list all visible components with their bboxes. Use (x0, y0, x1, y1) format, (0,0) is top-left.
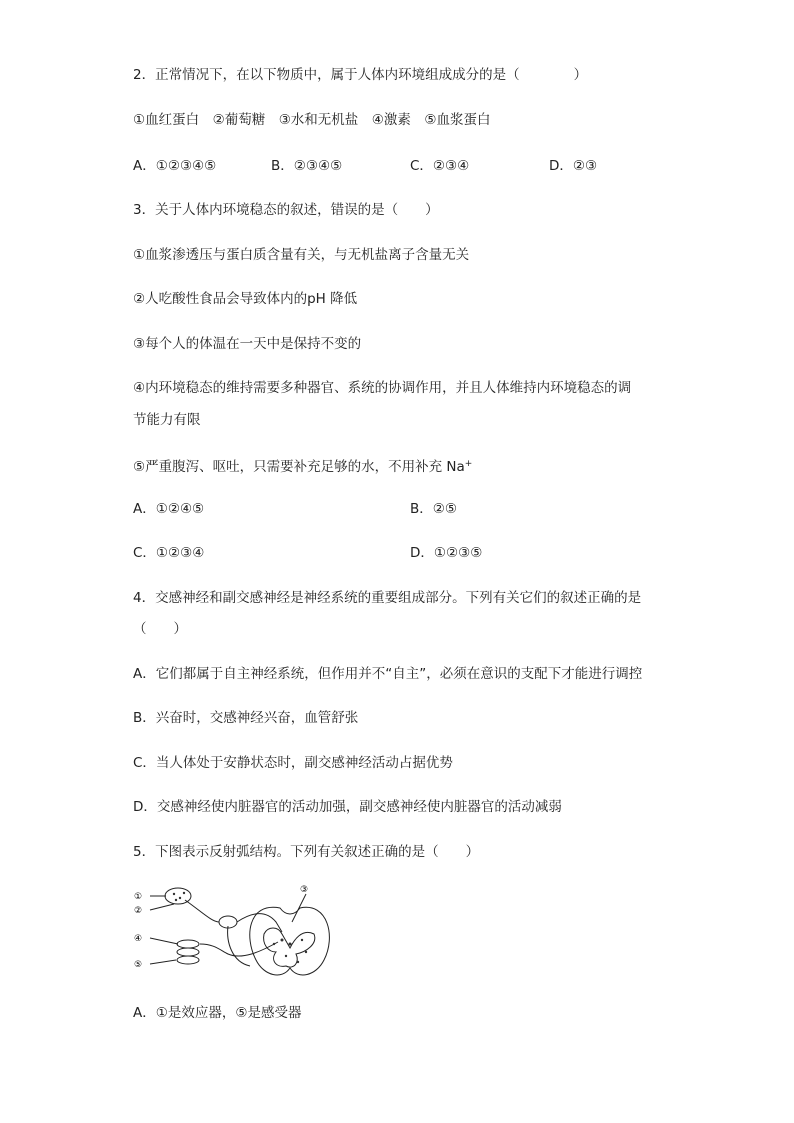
q4-stem-a: 4．交感神经和副交感神经是神经系统的重要组成部分。下列有关它们的叙述正确的是 (133, 590, 642, 606)
q3-option-a: A．①②④⑤ (133, 501, 205, 517)
spinal-cord-outline (250, 907, 330, 975)
q2-option-b: B．②③④⑤ (271, 158, 343, 174)
q4-stem-b: （ ） (133, 621, 187, 637)
label-3: ③ (300, 885, 309, 895)
q3-statement-5-superscript: + (464, 459, 473, 469)
q3-statement-4b: 节能力有限 (133, 412, 201, 428)
q3-statement-2: ②人吃酸性食品会导致体内的pH 降低 (133, 291, 358, 307)
q2-stem: 2．正常情况下，在以下物质中，属于人体内环境组成成分的是（ ） (133, 67, 588, 83)
q3-statement-5-text: ⑤严重腹泻、呕吐，只需要补充足够的水，不用补充 Na (133, 459, 465, 475)
afferent-fiber (185, 900, 219, 922)
q3-stem: 3．关于人体内环境稳态的叙述，错误的是（ ） (133, 202, 439, 218)
efferent-fiber-2 (228, 926, 250, 966)
leader-3 (292, 894, 306, 922)
q3-option-c: C．①②③④ (133, 545, 205, 561)
leader-4 (150, 938, 178, 944)
receptor (165, 888, 191, 904)
leader-5 (150, 960, 176, 964)
q3-option-d: D．①②③⑤ (410, 545, 483, 561)
q2-option-c: C．②③④ (410, 158, 470, 174)
q3-statement-4a: ④内环境稳态的维持需要多种器官、系统的协调作用，并且人体维持内环境稳态的调 (133, 380, 632, 396)
q4-option-d: D．交感神经使内脏器官的活动加强，副交感神经使内脏器官的活动减弱 (133, 799, 562, 815)
efferent-fiber (200, 942, 278, 956)
effector-muscle (177, 940, 199, 964)
label-4: ④ (134, 934, 143, 944)
q2-option-a: A．①②③④⑤ (133, 158, 217, 174)
label-5: ⑤ (134, 960, 143, 970)
q3-statement-5 (133, 455, 472, 476)
afferent-fiber-2 (237, 914, 282, 932)
q3-statement-1: ①血浆渗透压与蛋白质含量有关，与无机盐离子含量无关 (133, 247, 470, 263)
q5-option-a: A．①是效应器，⑤是感受器 (133, 1005, 302, 1021)
label-1: ① (134, 892, 143, 902)
q4-option-c: C．当人体处于安静状态时，副交感神经活动占据优势 (133, 755, 453, 771)
label-2: ② (134, 906, 143, 916)
gray-matter (264, 928, 315, 967)
q4-option-a: A．它们都属于自主神经系统，但作用并不“自主”，必须在意识的支配下才能进行调控 (133, 666, 643, 682)
leader-2 (150, 904, 174, 910)
reflex-arc-diagram (130, 882, 335, 982)
q3-option-b: B．②⑤ (410, 501, 457, 517)
q4-option-b: B．兴奋时，交感神经兴奋，血管舒张 (133, 710, 359, 726)
q2-option-d: D．②③ (549, 158, 598, 174)
q2-items: ①血红蛋白 ②葡萄糖 ③水和无机盐 ④激素 ⑤血浆蛋白 (133, 112, 491, 128)
q3-statement-3: ③每个人的体温在一天中是保持不变的 (133, 336, 362, 352)
q5-stem: 5．下图表示反射弧结构。下列有关叙述正确的是（ ） (133, 844, 480, 860)
